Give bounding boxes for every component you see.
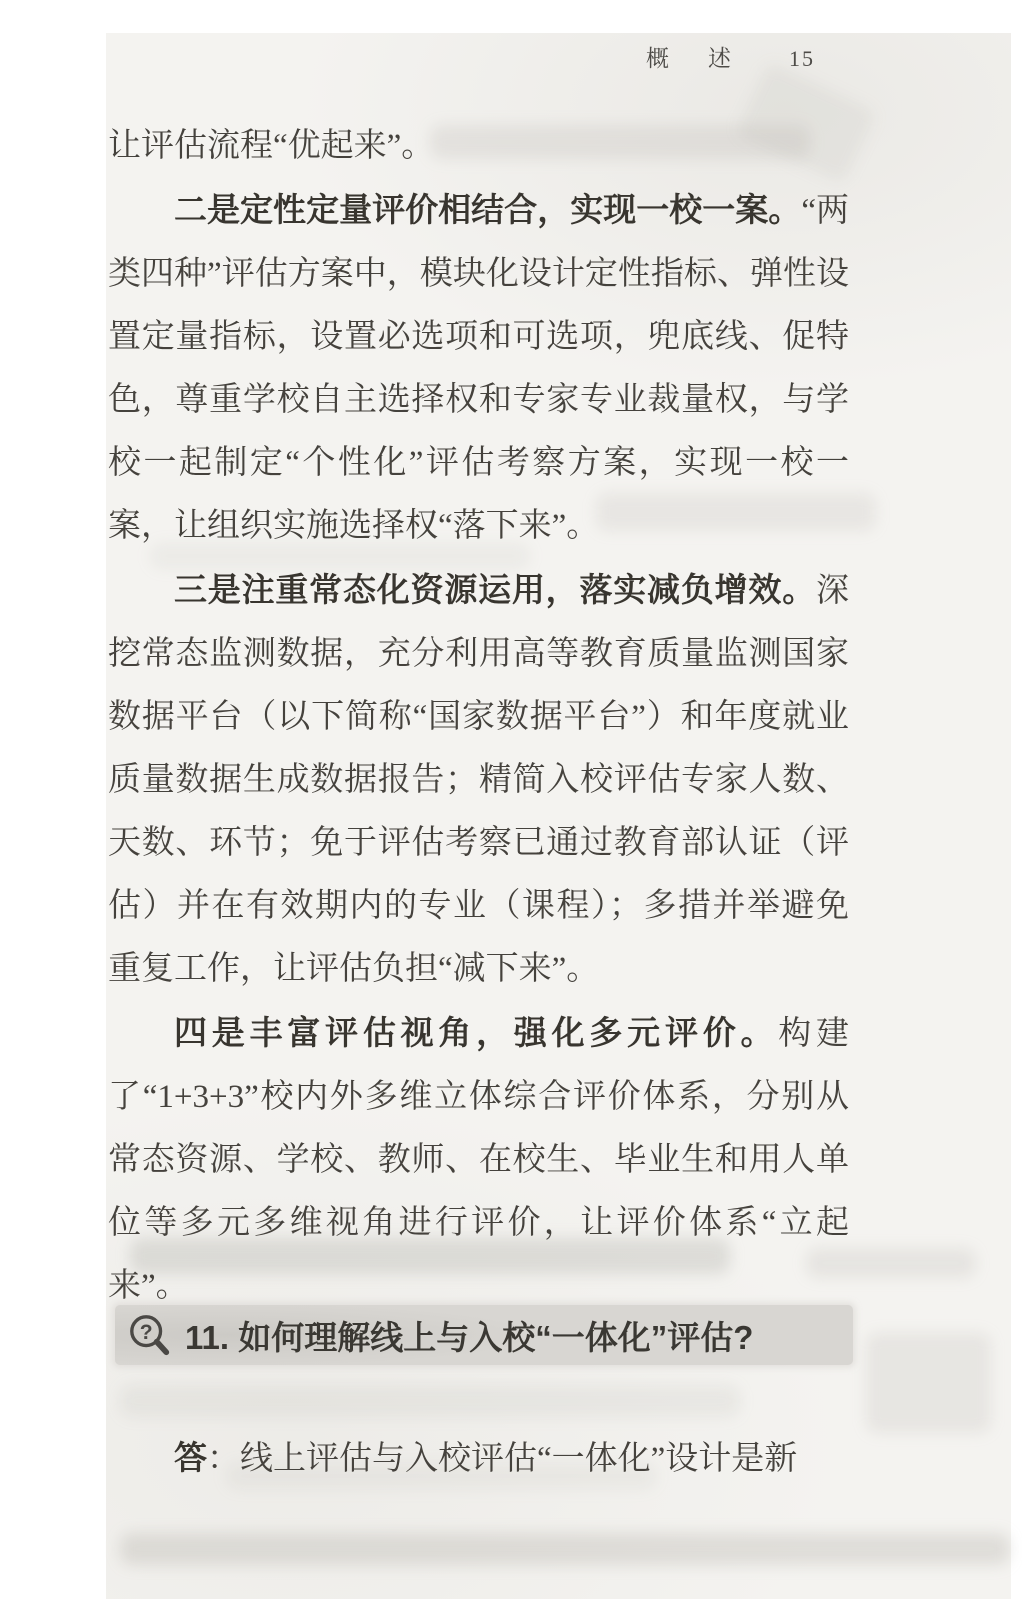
question-mark-glyph: ? xyxy=(139,1320,153,1344)
page-number: 15 xyxy=(789,46,815,71)
page-header xyxy=(646,40,815,73)
text-segment: “两类四种”评估方案中，模块化设计定性指标、弹性设置定量指标，设置必选项和可选项，兜底线、促特色，尊重学校自主选择权和专家专业裁量权，与学校一起制定“个性化”评估考察方案，实现一校一案，让组织实施选择权“落下来”。 xyxy=(108,193,849,544)
scan-artifact xyxy=(866,1333,991,1433)
running-head-title: 概 述 xyxy=(646,46,739,71)
question-banner xyxy=(115,1305,853,1365)
scan-artifact xyxy=(120,1533,1010,1565)
text-segment: 深挖常态监测数据，充分利用高等教育质量监测国家数据平台（以下简称“国家数据平台”）和年度就业质量数据生成数据报告；精简入校评估专家人数、天数、环节；免于评估考察已通过教育部认证（评估）并在有效期内的专业（课程）；多措并举避免重复工作，让评估负担“减下来”。 xyxy=(108,573,849,987)
paragraph xyxy=(108,558,849,1001)
text-segment-bold: 二是定性定量评价相结合，实现一校一案。 xyxy=(174,191,802,228)
text-segment-bold: 四是丰富评估视角，强化多元评价。 xyxy=(174,1014,779,1051)
answer-paragraph xyxy=(108,1426,849,1491)
paragraph xyxy=(108,1001,849,1318)
text-segment: 构建了“1+3+3”校内外多维立体综合评价体系，分别从常态资源、学校、教师、在校生、毕业生和用人单位等多元多维视角进行评价，让评价体系“立起来”。 xyxy=(108,1016,850,1304)
paragraph xyxy=(108,178,849,558)
paragraph xyxy=(108,115,849,178)
answer-text: ：线上评估与入校评估“一体化”设计是新 xyxy=(207,1441,798,1477)
page-scan-area xyxy=(106,33,1011,1599)
body-text xyxy=(108,115,849,1318)
answer-label: 答 xyxy=(174,1439,207,1476)
text-segment-bold: 三是注重常态化资源运用，落实减负增效。 xyxy=(174,571,816,608)
scan-artifact xyxy=(120,1385,740,1417)
text-segment: 让评估流程“优起来”。 xyxy=(108,128,435,164)
magnifier-question-icon xyxy=(127,1312,173,1358)
question-label: 11. 如何理解线上与入校“一体化”评估? xyxy=(185,1318,754,1356)
